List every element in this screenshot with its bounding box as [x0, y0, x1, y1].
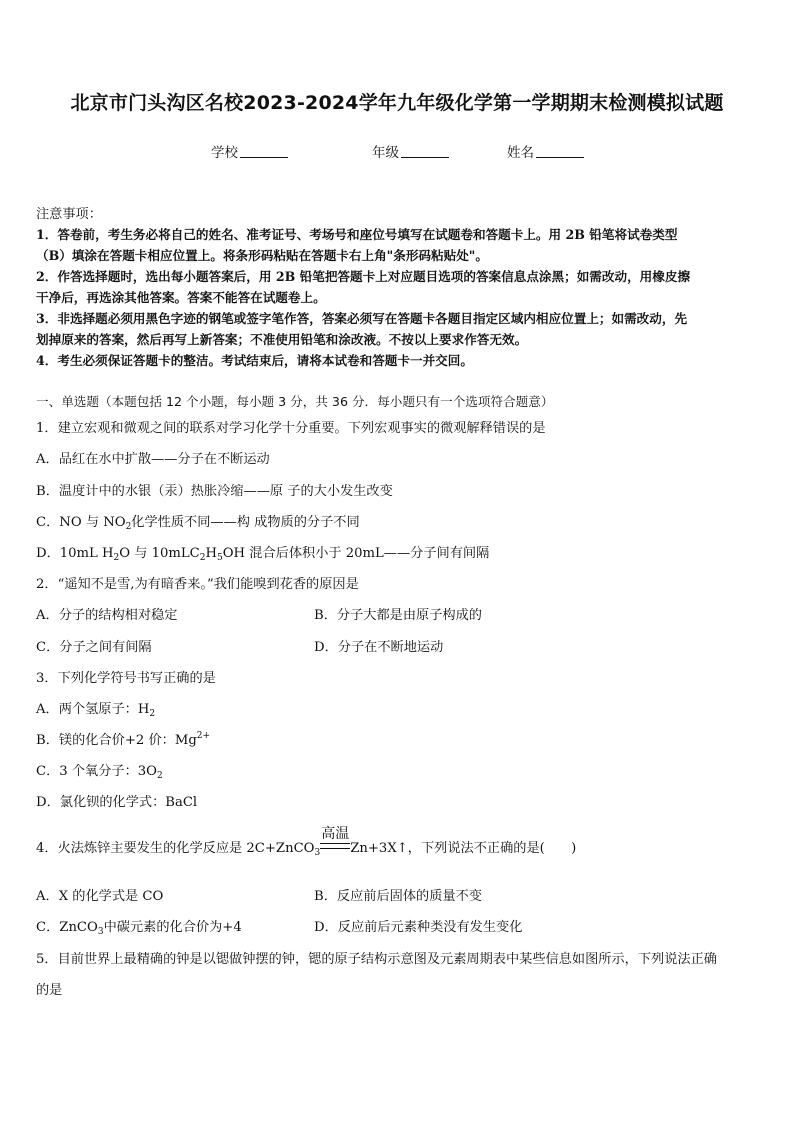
q2-option-b: B．分子大都是由原子构成的: [314, 608, 482, 623]
section-heading: 一、单选题（本题包括 12 个小题，每小题 3 分，共 36 分．每小题只有一个选项符合题意）: [36, 394, 554, 409]
note-2-line-1: 2．作答选择题时，选出每小题答案后，用 2B 铅笔把答题卡上对应题目选项的答案信息点涂黑；如需改动，用橡皮擦: [36, 269, 691, 284]
q4-stem: 4．火法炼锌主要发生的化学反应是 2C+ZnCO$_3$ 高温 Zn+3X↑，下列说法不正确的是( ): [36, 826, 577, 858]
note-2-line-2: 干净后，再选涂其他答案。答案不能答在试题卷上。: [36, 290, 326, 305]
name-blank: [536, 144, 584, 158]
q2-option-a: A．分子的结构相对稳定: [36, 608, 178, 623]
q4-option-b: B．反应前后固体的质量不变: [314, 889, 482, 904]
school-label: 学校: [211, 145, 238, 161]
q1-option-b: B．温度计中的水银（汞）热胀冷缩——原 子的大小发生改变: [36, 484, 393, 499]
note-3-line-1: 3．非选择题必须用黑色字迹的钢笔或签字笔作答，答案必须写在答题卡各题目指定区域内相应位置上；如需改动，先: [36, 311, 688, 326]
note-3-line-2: 划掉原来的答案，然后再写上新答案；不准使用铅笔和涂改液。不按以上要求作答无效。: [36, 332, 528, 347]
q3-option-a: A．两个氢原子：$H_2$: [36, 702, 156, 719]
name-field: [507, 141, 584, 161]
q1-stem: 1．建立宏观和微观之间的联系对学习化学十分重要。下列宏观事实的微观解释错误的是: [36, 421, 546, 436]
q1-option-a: A．品红在水中扩散——分子在不断运动: [36, 452, 270, 467]
q2-stem: 2．“遥知不是雪,为有暗香来。”我们能嗅到花香的原因是: [36, 577, 359, 592]
note-4: 4．考生必须保证答题卡的整洁。考试结束后，请将本试卷和答题卡一并交回。: [36, 353, 473, 368]
q1-option-d: D．10mL $H_2O$ 与 $10mLC_2H_5OH$ 混合后体积小于 20mL——分子间有间隔: [36, 546, 490, 563]
q3-option-c: C．3 个氧分子：$3O_2$: [36, 764, 163, 781]
q4-option-a: A．X 的化学式是 CO: [36, 889, 164, 904]
grade-blank: [401, 144, 449, 158]
q2-option-d: D．分子在不断地运动: [314, 640, 444, 655]
notes-heading: 注意事项：: [36, 207, 102, 222]
school-field: [211, 141, 288, 161]
reaction-condition: 高温: [320, 841, 350, 856]
school-blank: [240, 144, 288, 158]
q2-option-c: C．分子之间有间隔: [36, 640, 152, 655]
exam-title: 北京市门头沟区名校2023-2024学年九年级化学第一学期期末检测模拟试题: [70, 92, 724, 114]
q4-option-d: D．反应前后元素种类没有发生变化: [314, 920, 523, 935]
grade-field: [372, 141, 449, 161]
grade-label: 年级: [372, 145, 399, 161]
q3-stem: 3．下列化学符号书写正确的是: [36, 671, 216, 686]
q5-stem-line-1: 5．目前世界上最精确的钟是以锶做钟摆的钟，锶的原子结构示意图及元素周期表中某些信息如图所示，下列说法正确: [36, 952, 717, 967]
q1-option-c: C．NO 与 $NO_2$化学性质不同——构 成物质的分子不同: [36, 515, 360, 532]
q3-option-b: B．镁的化合价+2 价：$Mg^{2+}$: [36, 731, 211, 748]
note-1-line-1: 1．答卷前，考生务必将自己的姓名、准考证号、考场号和座位号填写在试题卷和答题卡上。用 2B 铅笔将试卷类型: [36, 227, 678, 242]
note-1-line-2: （B）填涂在答题卡相应位置上。将条形码粘贴在答题卡右上角"条形码粘贴处"。: [36, 248, 488, 263]
q3-option-d: D．氯化钡的化学式：BaCl: [36, 795, 198, 810]
name-label: 姓名: [507, 145, 534, 161]
q4-option-c: C．ZnCO$_3$中碳元素的化合价为+4: [36, 920, 242, 937]
q5-stem-line-2: 的是: [36, 983, 63, 998]
